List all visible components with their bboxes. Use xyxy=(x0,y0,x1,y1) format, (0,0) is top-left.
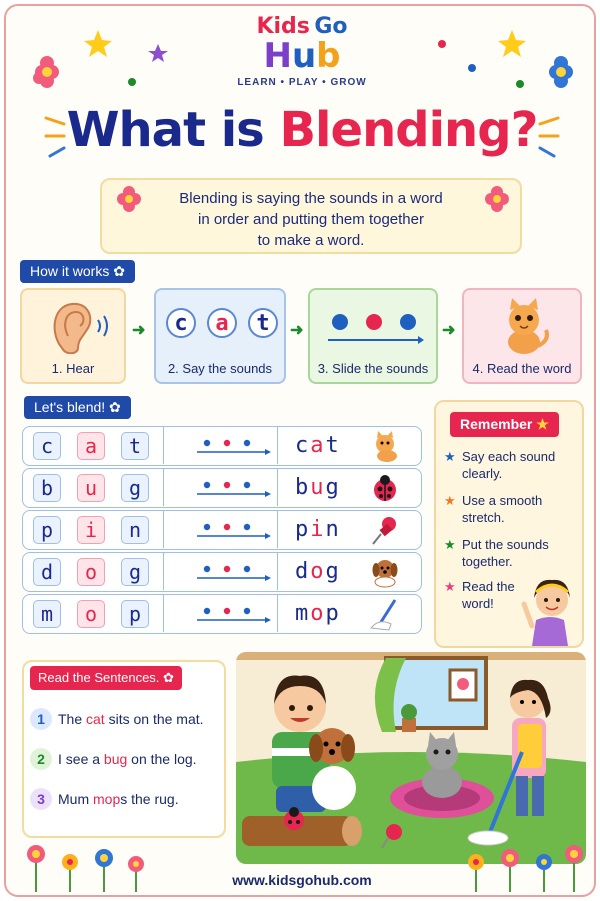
letter-tile: n xyxy=(121,516,149,544)
sentences-label: Read the Sentences. ✿ xyxy=(30,666,182,690)
logo-hub: Hub xyxy=(263,36,341,76)
remember-text: Read the xyxy=(462,579,515,594)
remember-label-text: Remember xyxy=(460,416,533,432)
letter-tile: g xyxy=(121,474,149,502)
arrow-right-icon: ➜ xyxy=(442,322,456,339)
step-label: 4. Read the word xyxy=(472,361,572,376)
how-it-works-label: How it works ✿ xyxy=(20,260,135,283)
letter-tile: m xyxy=(33,600,61,628)
blended-word: dog xyxy=(295,559,341,584)
website-link[interactable]: www.kidsgohub.com xyxy=(232,872,372,888)
kitten-icon xyxy=(494,296,554,356)
sentence-text: sits on the mat. xyxy=(104,711,204,727)
sentences-panel xyxy=(22,660,226,838)
letter-tile: t xyxy=(121,432,149,460)
sentence-highlight: bug xyxy=(103,751,128,767)
sound-circle: t xyxy=(248,308,278,338)
sound-circle: c xyxy=(166,308,196,338)
sentence-text: Mum xyxy=(58,791,93,807)
letter-tile: d xyxy=(33,558,61,586)
remember-text: Say each sound xyxy=(462,449,556,464)
remember-text: stretch. xyxy=(462,510,505,525)
sentence-number: 1 xyxy=(30,708,52,730)
puppy-icon xyxy=(369,556,403,590)
blended-word: pin xyxy=(295,517,341,542)
letter-tile: g xyxy=(121,558,149,586)
sentence-text: I see a xyxy=(58,751,104,767)
remember-item: ★ Put the sounds together. xyxy=(444,537,549,569)
blended-word: mop xyxy=(295,601,341,626)
brand-logo xyxy=(6,14,596,88)
step-slide-sounds xyxy=(308,288,438,384)
letter-tile: u xyxy=(77,474,105,502)
blend-row xyxy=(22,468,422,508)
blend-row xyxy=(22,510,422,550)
blend-label-text: Let's blend! xyxy=(34,399,106,415)
girl-pointing-icon xyxy=(518,570,582,646)
definition-line: in order and putting them together xyxy=(198,211,424,228)
remember-text: word! xyxy=(462,596,494,611)
title-part2: Blending? xyxy=(279,102,538,158)
slide-dots-icon xyxy=(324,312,424,348)
arrow-right-icon: ➜ xyxy=(290,322,304,339)
blend-row xyxy=(22,426,422,466)
blended-word: cat xyxy=(295,433,341,458)
slide-dots-icon xyxy=(193,479,273,499)
slide-dots-icon xyxy=(193,521,273,541)
remember-panel xyxy=(434,400,584,648)
blended-word: bug xyxy=(295,475,341,500)
step-hear xyxy=(20,288,126,384)
letter-tile: i xyxy=(77,516,105,544)
poster xyxy=(4,4,596,897)
cat-icon xyxy=(369,430,403,464)
ladybug-icon xyxy=(369,472,403,506)
sound-circle: a xyxy=(207,308,237,338)
sentence-number: 3 xyxy=(30,788,52,810)
letter-tile: o xyxy=(77,558,105,586)
page-title xyxy=(6,102,596,158)
letter-tile: c xyxy=(33,432,61,460)
letter-tile: p xyxy=(33,516,61,544)
sentence-number: 2 xyxy=(30,748,52,770)
slide-dots-icon xyxy=(193,605,273,625)
blend-row xyxy=(22,552,422,592)
letter-tile: p xyxy=(121,600,149,628)
pushpin-icon xyxy=(369,514,403,548)
sentence-text: on the log. xyxy=(127,751,197,767)
step-label: 2. Say the sounds xyxy=(167,361,273,376)
step-read-word xyxy=(462,288,582,384)
lets-blend-label: Let's blend! ✿ xyxy=(24,396,131,419)
step-say-sounds xyxy=(154,288,286,384)
slide-dots-icon xyxy=(193,563,273,583)
flower-icon xyxy=(114,184,144,214)
logo-kids: Kids xyxy=(256,14,310,39)
remember-text: Put the sounds xyxy=(462,537,549,552)
title-part1: What is xyxy=(66,102,264,158)
slide-dots-icon xyxy=(193,437,273,457)
ear-icon xyxy=(48,298,112,354)
sentences-label-text: Read the Sentences. xyxy=(38,670,160,685)
sentence-item xyxy=(30,788,179,810)
remember-item: ★ Read the word! xyxy=(444,579,515,611)
logo-go: Go xyxy=(314,14,348,39)
flower-icon xyxy=(482,184,512,214)
arrow-right-icon: ➜ xyxy=(132,322,146,339)
remember-item: ★ Say each sound clearly. xyxy=(444,449,556,481)
logo-tagline: LEARN • PLAY • GROW xyxy=(237,77,367,88)
sentence-item xyxy=(30,708,204,730)
remember-label: Remember ★ xyxy=(450,412,559,437)
remember-item: ★ Use a smooth stretch. xyxy=(444,493,543,525)
sentence-text: s the rug. xyxy=(120,791,179,807)
sentence-text: The xyxy=(58,711,87,727)
sound-circles xyxy=(166,308,278,338)
letter-tile: o xyxy=(77,600,105,628)
mop-icon xyxy=(369,598,403,632)
definition-box xyxy=(100,178,522,254)
remember-text: clearly. xyxy=(462,466,503,481)
sentence-highlight: mop xyxy=(93,791,121,807)
remember-text: together. xyxy=(462,554,513,569)
letter-tile: b xyxy=(33,474,61,502)
letter-tile: a xyxy=(77,432,105,460)
sentence-item xyxy=(30,748,197,770)
room-scene-illustration xyxy=(236,652,586,864)
step-label: 1. Hear xyxy=(51,361,95,376)
definition-line: Blending is saying the sounds in a word xyxy=(179,190,443,207)
step-label: 3. Slide the sounds xyxy=(317,361,429,376)
remember-text: Use a smooth xyxy=(462,493,543,508)
definition-line: to make a word. xyxy=(257,232,365,249)
sentence-highlight: cat xyxy=(86,711,105,727)
how-label-text: How it works xyxy=(30,263,110,279)
blend-row xyxy=(22,594,422,634)
